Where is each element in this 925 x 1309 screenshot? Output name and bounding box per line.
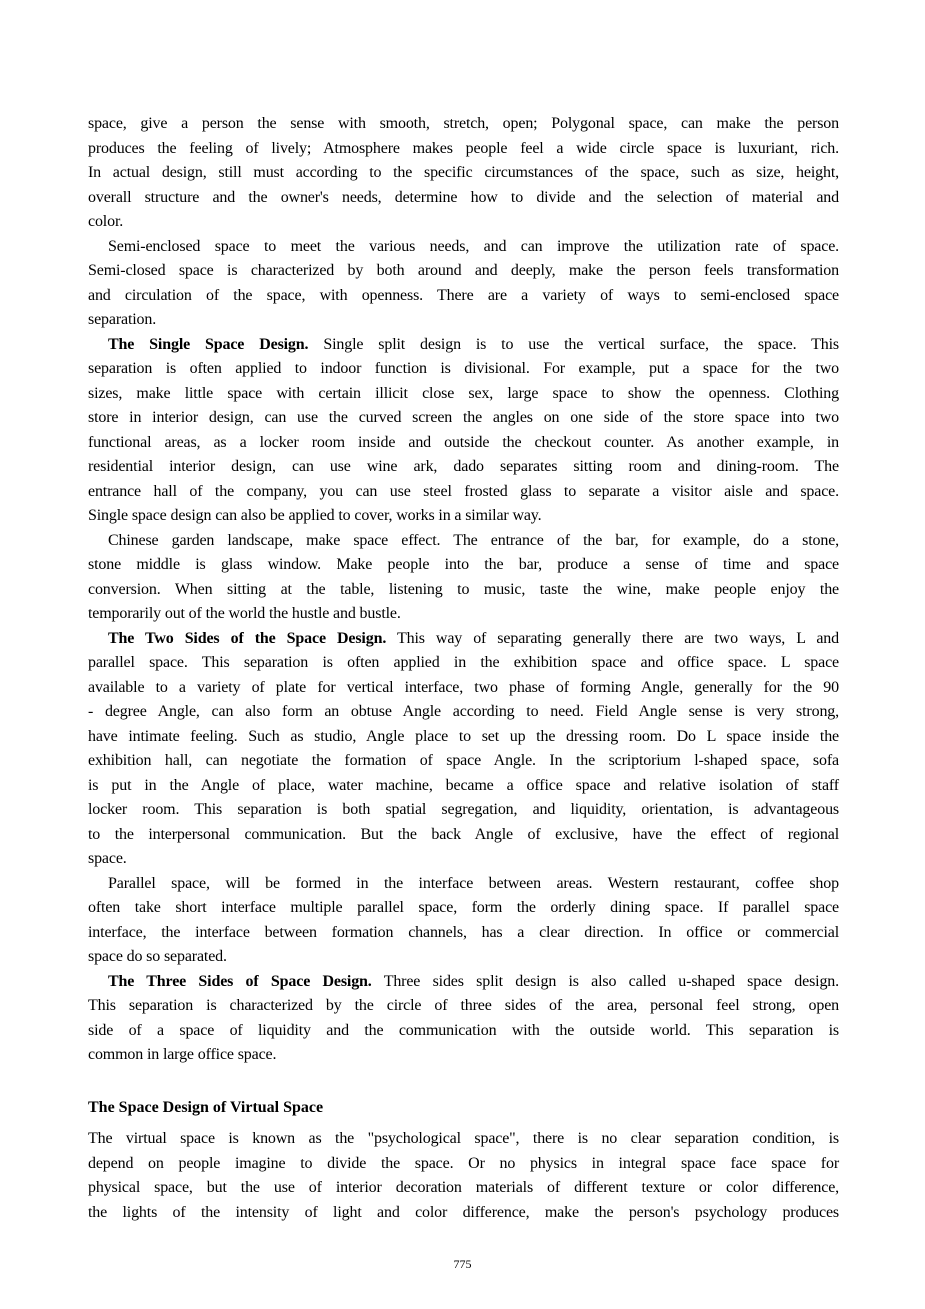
text-line xyxy=(88,1127,839,1152)
line-text: locker room. This separation is both spatial segregation, and liquidity, orientation, is advantageous xyxy=(88,801,839,818)
text-line xyxy=(88,210,839,235)
text-line xyxy=(88,725,839,750)
line-text: Single split design is to use the vertical surface, the space. This xyxy=(308,335,839,353)
body-text-after-heading xyxy=(88,1127,839,1225)
line-text: exhibition hall, can negotiate the formation of space Angle. In the scriptorium l-shaped space, sofa xyxy=(88,752,839,769)
line-text: temporarily out of the world the hustle and bustle. xyxy=(88,605,401,622)
line-text: side of a space of liquidity and the communication with the outside world. This separation is xyxy=(88,1021,839,1039)
paragraph xyxy=(88,333,839,529)
text-line xyxy=(88,602,839,627)
text-line xyxy=(88,578,839,603)
text-line xyxy=(88,529,839,554)
line-text: Semi-enclosed space to meet the various needs, and can improve the utilization rate of space. xyxy=(108,237,839,255)
text-line xyxy=(88,112,839,137)
line-text: entrance hall of the company, you can use steel frosted glass to separate a visitor aisle and space. xyxy=(88,482,839,500)
text-line xyxy=(88,284,839,309)
line-text: - degree Angle, can also form an obtuse Angle according to need. Field Angle sense is very strong, xyxy=(88,703,839,720)
text-line xyxy=(88,382,839,407)
text-line xyxy=(88,186,839,211)
paragraph xyxy=(88,112,839,235)
line-text: The virtual space is known as the "psychological space", there is no clear separation condition, is xyxy=(88,1130,839,1147)
paragraph xyxy=(88,970,839,1068)
text-line xyxy=(88,161,839,186)
text-line xyxy=(88,970,839,995)
text-line xyxy=(88,774,839,799)
line-text: This separation is characterized by the circle of three sides of the area, personal feel strong, open xyxy=(88,997,839,1014)
text-line xyxy=(88,1043,839,1068)
text-line xyxy=(88,945,839,970)
line-text: separation. xyxy=(88,311,157,328)
line-text: available to a variety of plate for vertical interface, two phase of forming Angle, generally for the 90 xyxy=(88,678,839,696)
line-text: overall structure and the owner's needs, determine how to divide and the selection of material and xyxy=(88,188,839,206)
line-text: This way of separating generally there are two ways, L and xyxy=(386,629,839,647)
line-text: Parallel space, will be formed in the interface between areas. Western restaurant, coffee shop xyxy=(108,874,839,892)
line-text: functional areas, as a locker room inside and outside the checkout counter. As another example, in xyxy=(88,433,839,451)
line-text: the lights of the intensity of light and color difference, make the person's psychology produces xyxy=(88,1203,839,1221)
text-line xyxy=(88,676,839,701)
page-number: 775 xyxy=(453,1257,472,1271)
text-line xyxy=(88,259,839,284)
line-text: stone middle is glass window. Make people into the bar, produce a sense of time and space xyxy=(88,556,839,573)
line-text: sizes, make little space with certain illicit close sex, large space to show the openness. Clothing xyxy=(88,384,839,402)
paragraph xyxy=(88,1127,839,1225)
text-line xyxy=(88,847,839,872)
text-line xyxy=(88,1201,839,1226)
line-text: Three sides split design is also called u-shaped space design. xyxy=(371,972,840,990)
line-text: common in large office space. xyxy=(88,1046,277,1063)
text-line xyxy=(88,235,839,260)
text-line xyxy=(88,406,839,431)
line-text: space do so separated. xyxy=(88,948,227,965)
line-text: often take short interface multiple parallel space, form the orderly dining space. If parallel space xyxy=(88,899,839,916)
line-text: separation is often applied to indoor function is divisional. For example, put a space for the two xyxy=(88,360,839,377)
line-text: depend on people imagine to divide the space. Or no physics in integral space face space for xyxy=(88,1154,839,1172)
line-text: Chinese garden landscape, make space effect. The entrance of the bar, for example, do a stone, xyxy=(108,531,839,549)
line-text: to the interpersonal communication. But the back Angle of exclusive, have the effect of regional xyxy=(88,825,839,843)
text-line xyxy=(88,1152,839,1177)
line-text: conversion. When sitting at the table, listening to music, taste the wine, make people enjoy the xyxy=(88,580,839,598)
line-text: color. xyxy=(88,213,124,230)
text-line xyxy=(88,333,839,358)
line-text: have intimate feeling. Such as studio, Angle place to set up the dressing room. Do L space inside the xyxy=(88,727,839,745)
text-line xyxy=(88,137,839,162)
text-line xyxy=(88,357,839,382)
text-line xyxy=(88,651,839,676)
paragraph xyxy=(88,529,839,627)
text-line xyxy=(88,1019,839,1044)
text-line xyxy=(88,749,839,774)
paragraph xyxy=(88,872,839,970)
line-text: store in interior design, can use the curved screen the angles on one side of the store space into two xyxy=(88,409,839,426)
line-text: and circulation of the space, with openness. There are a variety of ways to semi-enclosed space xyxy=(88,286,839,304)
line-text: parallel space. This separation is often applied in the exhibition space and office space. L space xyxy=(88,654,839,671)
body-text-before-heading xyxy=(88,112,839,1068)
line-text: In actual design, still must according to the specific circumstances of the space, such as size, height, xyxy=(88,164,839,181)
line-text: interface, the interface between formation channels, has a clear direction. In office or commercial xyxy=(88,923,839,941)
text-line xyxy=(88,700,839,725)
text-line xyxy=(88,921,839,946)
line-text: Single space design can also be applied to cover, works in a similar way. xyxy=(88,507,542,524)
text-line xyxy=(88,431,839,456)
text-line xyxy=(88,896,839,921)
text-line xyxy=(88,308,839,333)
paragraph-lead-heading: The Three Sides of Space Design. xyxy=(108,972,372,990)
line-text: produces the feeling of lively; Atmosphere makes people feel a wide circle space is luxuriant, rich. xyxy=(88,139,839,157)
text-line xyxy=(88,798,839,823)
paragraph-lead-heading: The Two Sides of the Space Design. xyxy=(108,629,387,647)
line-text: residential interior design, can use wine ark, dado separates sitting room and dining-room. The xyxy=(88,458,839,475)
page-body xyxy=(88,112,839,1225)
text-line xyxy=(88,872,839,897)
text-line xyxy=(88,627,839,652)
line-text: is put in the Angle of place, water machine, became a office space and relative isolation of staff xyxy=(88,776,839,794)
text-line xyxy=(88,455,839,480)
paragraph-lead-heading: The Single Space Design. xyxy=(108,335,309,353)
text-line xyxy=(88,823,839,848)
text-line xyxy=(88,504,839,529)
paragraph xyxy=(88,235,839,333)
text-line xyxy=(88,994,839,1019)
line-text: physical space, but the use of interior decoration materials of different texture or color difference, xyxy=(88,1179,839,1196)
section-heading: The Space Design of Virtual Space xyxy=(88,1099,324,1116)
text-line xyxy=(88,480,839,505)
line-text: Semi-closed space is characterized by both around and deeply, make the person feels transformation xyxy=(88,262,839,279)
line-text: space, give a person the sense with smooth, stretch, open; Polygonal space, can make the person xyxy=(88,115,839,132)
text-line xyxy=(88,553,839,578)
text-line xyxy=(88,1176,839,1201)
line-text: space. xyxy=(88,850,127,867)
paragraph xyxy=(88,627,839,872)
